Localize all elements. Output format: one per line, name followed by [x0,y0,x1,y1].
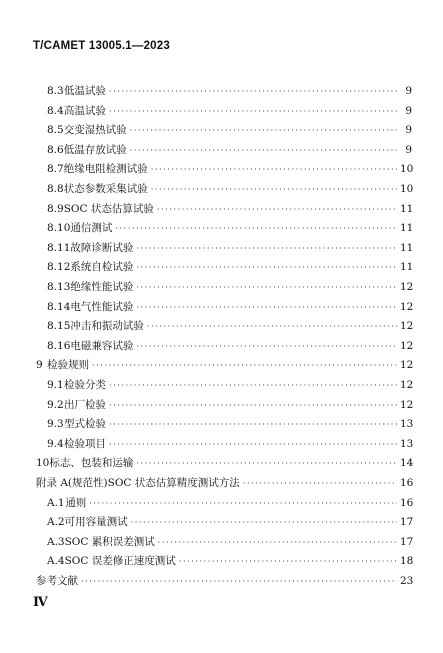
toc-entry[interactable] [47,515,412,530]
toc-entry-page: 13 [400,418,414,431]
toc-entry-page: 12 [400,320,414,333]
dot-leader [136,241,397,256]
toc-entry[interactable] [47,221,412,236]
toc-entry-number: 10 [36,457,50,470]
dot-leader [130,123,397,138]
toc-entry-title: SOC 状态估算试验 [63,202,154,215]
dot-leader [89,496,397,511]
toc-entry-page: 12 [400,339,414,352]
toc-entry-page: 23 [400,575,414,587]
dot-leader [109,398,397,413]
toc-entry[interactable] [47,202,412,217]
toc-entry-number: 8.4 [47,104,64,117]
dot-leader [131,515,397,530]
toc-entry-number: 8.16 [47,339,71,352]
toc-entry-number: 9.1 [47,379,64,391]
toc-entry-number: A.2 [47,516,65,529]
toc-entry-page: 11 [400,261,414,274]
toc-entry-title: 参考文献 [36,575,78,587]
toc-entry-page: 13 [400,437,414,450]
toc-entry-number: 8.14 [47,300,71,313]
toc-entry[interactable] [47,319,412,334]
toc-entry-number: 8.5 [47,124,64,137]
toc-entry-title: 通则 [65,496,87,509]
toc-entry-number: 8.8 [47,183,64,195]
toc-entry[interactable] [36,456,412,471]
dot-leader [151,182,397,197]
toc-entry-title: 可用容量测试 [64,516,128,529]
toc-entry-number: 8.11 [47,241,71,254]
toc-entry-page: 11 [400,202,414,215]
toc-entry-title: SOC 累积误差测试 [64,535,155,548]
toc-entry-title: 绝缘电阻检测试验 [63,163,148,176]
toc-entry-number: A.4 [47,555,65,568]
toc-entry-number: 9.3 [47,418,64,431]
toc-entry-number: 8.10 [47,222,71,235]
toc-entry[interactable] [47,554,412,569]
toc-entry-page: 10 [400,183,414,195]
toc-entry-number: 8.3 [47,85,64,97]
toc-entry-title: 检验项目 [64,437,107,450]
dot-leader [109,437,397,452]
dot-leader [92,358,397,373]
toc-entry[interactable] [47,182,412,197]
toc-entry-page: 12 [400,300,414,313]
dot-leader [243,476,397,491]
toc-entry-number: 附录 A(规范性) [36,477,108,489]
page-folio: Ⅳ [33,595,48,610]
toc-entry-title: 通信测试 [70,222,113,235]
toc-entry[interactable] [47,143,412,158]
toc-entry[interactable] [47,496,412,511]
toc-entry-number: 9.2 [47,398,64,411]
toc-entry-title: 电气性能试验 [70,300,134,313]
dot-leader [147,319,397,334]
toc-entry[interactable] [36,574,412,589]
toc-entry-page: 11 [400,241,414,254]
toc-entry-number: 8.9 [47,202,64,215]
toc-entry-title: 低温存放试验 [63,143,127,156]
toc-entry-page: 16 [400,496,414,509]
toc-entry-page: 14 [400,457,414,470]
dot-leader [136,339,397,354]
dot-leader [136,280,397,295]
toc-entry-title: 冲击和振动试验 [70,320,144,333]
toc-entry[interactable] [47,280,412,295]
toc-entry-page: 9 [405,124,412,137]
dot-leader [179,554,397,569]
toc-entry-page: 12 [400,359,414,372]
toc-entry-title: 型式检验 [64,418,107,431]
toc-entry-number: 8.15 [47,320,71,333]
toc-entry-number: 8.6 [47,143,64,156]
toc-entry-title: 检验规则 [47,359,90,372]
toc-entry-title: 高温试验 [64,104,107,117]
toc-entry-number: 9 [36,359,43,372]
dot-leader [109,104,397,119]
toc-entry[interactable] [47,260,412,275]
toc-entry-page: 9 [405,85,412,97]
toc-entry-page: 17 [400,516,414,529]
dot-leader [136,456,397,471]
dot-leader [109,84,397,99]
toc-entry-title: 状态参数采集试验 [63,183,148,195]
dot-leader [151,162,397,177]
toc-entry-number: A.1 [47,496,65,509]
document-code: T/CAMET 13005.1—2023 [33,40,170,52]
toc-entry[interactable] [47,241,412,256]
toc-entry-page: 11 [400,222,414,235]
toc-entry[interactable] [47,437,412,452]
dot-leader [130,143,397,158]
toc-entry-page: 9 [405,143,412,156]
dot-leader [109,378,397,393]
toc-entry-title: 交变湿热试验 [63,124,127,137]
toc-entry-number: 8.7 [47,163,64,176]
toc-entry[interactable] [47,398,412,413]
dot-leader [81,574,397,589]
dot-leader [109,417,397,432]
dot-leader [157,202,397,217]
toc-entry[interactable] [47,300,412,315]
toc-entry-page: 12 [400,398,414,411]
toc-entry[interactable] [47,104,412,119]
toc-entry[interactable] [47,417,412,432]
toc-entry-title: 系统自检试验 [70,261,134,274]
toc-entry[interactable] [47,535,412,550]
toc-entry-number: 8.12 [47,261,71,274]
toc-entry-title: 电磁兼容试验 [70,339,134,352]
toc-entry[interactable] [47,162,412,177]
toc-entry-title: 绝缘性能试验 [70,281,134,293]
toc-entry[interactable] [47,339,412,354]
toc-entry-number: 8.13 [47,281,71,293]
toc-entry-title: SOC 误差修正速度测试 [64,555,176,568]
toc-entry[interactable] [47,123,412,138]
toc-entry-title: 低温试验 [64,85,107,97]
toc-entry-title: 标志、包装和运输 [49,457,134,470]
toc-entry-number: A.3 [47,535,65,548]
toc-entry-page: 12 [400,281,414,293]
toc-entry-page: 17 [400,535,414,548]
toc-entry[interactable] [47,378,412,393]
toc-entry-page: 12 [400,379,414,391]
toc-entry-number: 9.4 [47,437,64,450]
toc-entry-page: 18 [400,555,414,568]
dot-leader [136,260,397,275]
toc-entry-title: 出厂检验 [64,398,107,411]
toc-entry-title: 故障诊断试验 [70,241,134,254]
toc-entry[interactable] [36,358,412,373]
toc-entry-page: 10 [400,163,414,176]
dot-leader [158,535,397,550]
toc-entry-title: 检验分类 [64,379,107,391]
toc-entry-page: 16 [400,477,414,489]
toc-entry-page: 9 [405,104,412,117]
toc-entry-title: SOC 状态估算精度测试方法 [107,477,240,489]
toc-entry[interactable] [36,476,412,491]
toc-entry[interactable] [47,84,412,99]
dot-leader [115,221,397,236]
dot-leader [136,300,397,315]
